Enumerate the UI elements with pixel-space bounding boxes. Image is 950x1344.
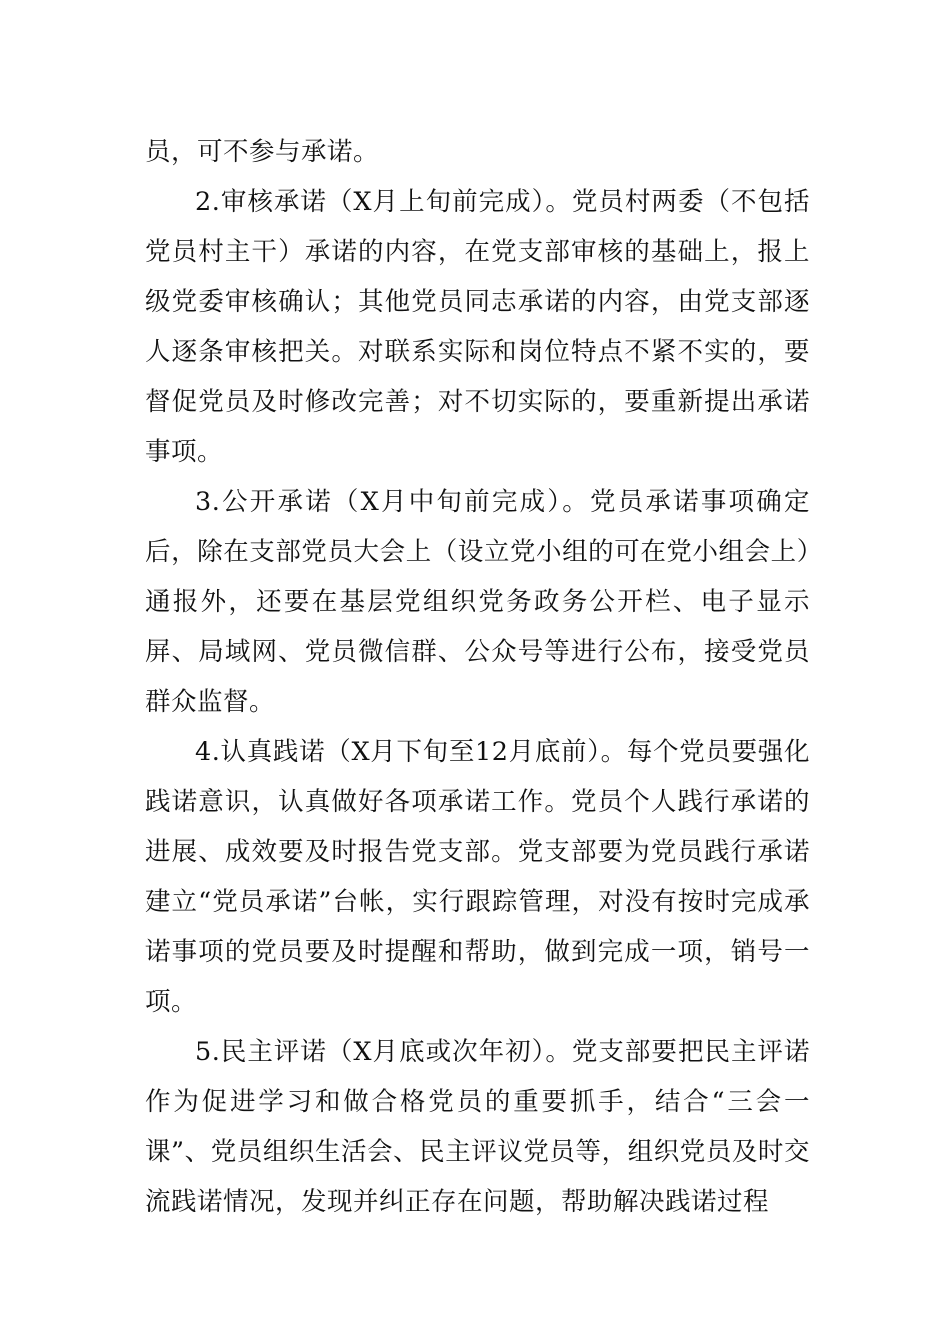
paragraph-item-2-review-commitment: 2.审核承诺（X月上旬前完成）。党员村两委（不包括党员村主干）承诺的内容，在党支部审核的基础上，报上级党委审核确认；其他党员同志承诺的内容，由党支部逐人逐条审核把关。对联系实际和岗位特点不紧不实的，要督促党员及时修改完善；对不切实际的，要重新提出承诺事项。 [145,187,810,467]
paragraph-item-4-fulfill-commitment: 4.认真践诺（X月下旬至12月底前）。每个党员要强化践诺意识，认真做好各项承诺工作。党员个人践行承诺的进展、成效要及时报告党支部。党支部要为党员践行承诺建立“党员承诺”台帐，实行跟踪管理，对没有按时完成承诺事项的党员要及时提醒和帮助，做到完成一项，销号一项。 [145,737,810,1017]
paragraph-continuation: 员，可不参与承诺。 [145,137,380,167]
paragraph-item-5-evaluate-commitment: 5.民主评诺（X月底或次年初）。党支部要把民主评诺作为促进学习和做合格党员的重要抓手，结合“三会一课”、党员组织生活会、民主评议党员等，组织党员及时交流践诺情况，发现并纠正存在问题，帮助解决践诺过程 [145,1037,810,1217]
paragraph-item-3-public-commitment: 3.公开承诺（X月中旬前完成）。党员承诺事项确定后，除在支部党员大会上（设立党小组的可在党小组会上）通报外，还要在基层党组织党务政务公开栏、电子显示屏、局域网、党员微信群、公众号等进行公布，接受党员群众监督。 [145,487,810,717]
document-body [145,127,810,1227]
